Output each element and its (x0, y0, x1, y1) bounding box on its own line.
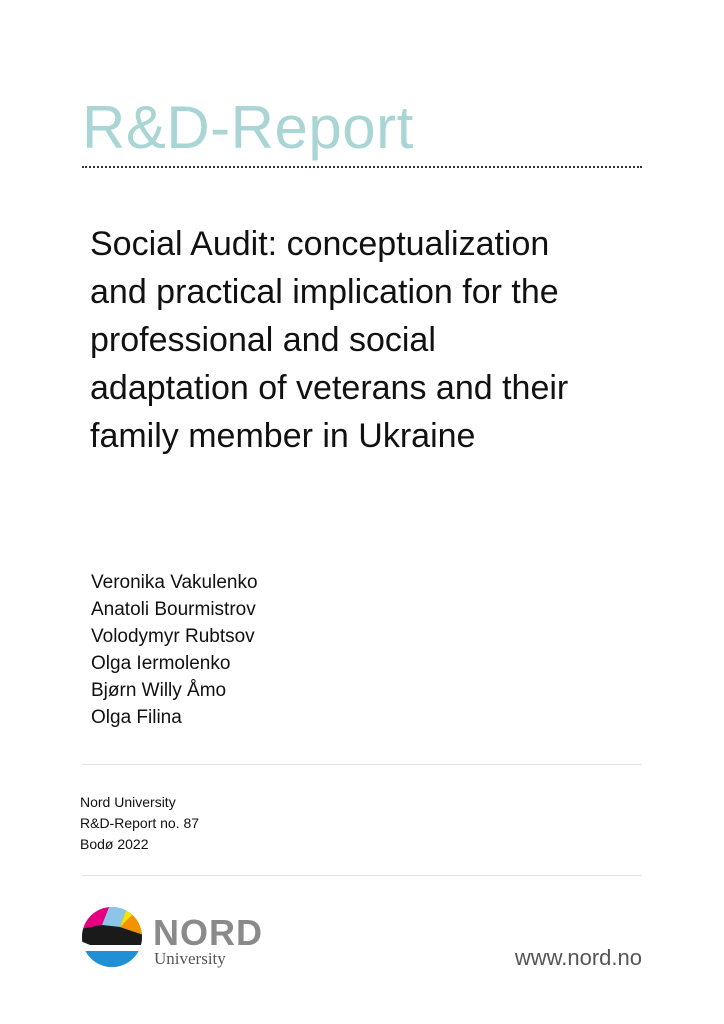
publisher-info (80, 792, 199, 855)
title-line: professional and social (90, 321, 436, 359)
institution-name: Nord University (80, 794, 176, 810)
title-line: Social Audit: conceptualization (90, 225, 550, 263)
place-and-year: Bodø 2022 (80, 836, 149, 852)
heading-dotted-divider (82, 166, 642, 168)
publisher-bottom-divider (82, 875, 642, 876)
author-list (91, 569, 258, 731)
author-name: Bjørn Willy Åmo (91, 680, 227, 701)
report-title (90, 220, 650, 460)
author-name: Olga Iermolenko (91, 653, 231, 674)
nord-university-logo (80, 905, 280, 969)
logo-wordmark: NORD (153, 912, 263, 953)
author-name: Volodymyr Rubtsov (91, 626, 255, 647)
title-line: adaptation of veterans and their (90, 369, 569, 407)
author-name: Olga Filina (91, 707, 182, 728)
website-url[interactable]: www.nord.no (514, 945, 642, 970)
report-number: R&D-Report no. 87 (80, 815, 200, 831)
author-name: Veronika Vakulenko (91, 572, 258, 593)
title-line: family member in Ukraine (90, 417, 476, 455)
title-line: and practical implication for the (90, 273, 559, 311)
author-name: Anatoli Bourmistrov (91, 599, 256, 620)
nord-university-logo-icon (80, 905, 144, 969)
report-type-heading: R&D-Report (82, 94, 414, 161)
logo-subtitle: University (154, 949, 226, 968)
publisher-top-divider (82, 764, 642, 765)
